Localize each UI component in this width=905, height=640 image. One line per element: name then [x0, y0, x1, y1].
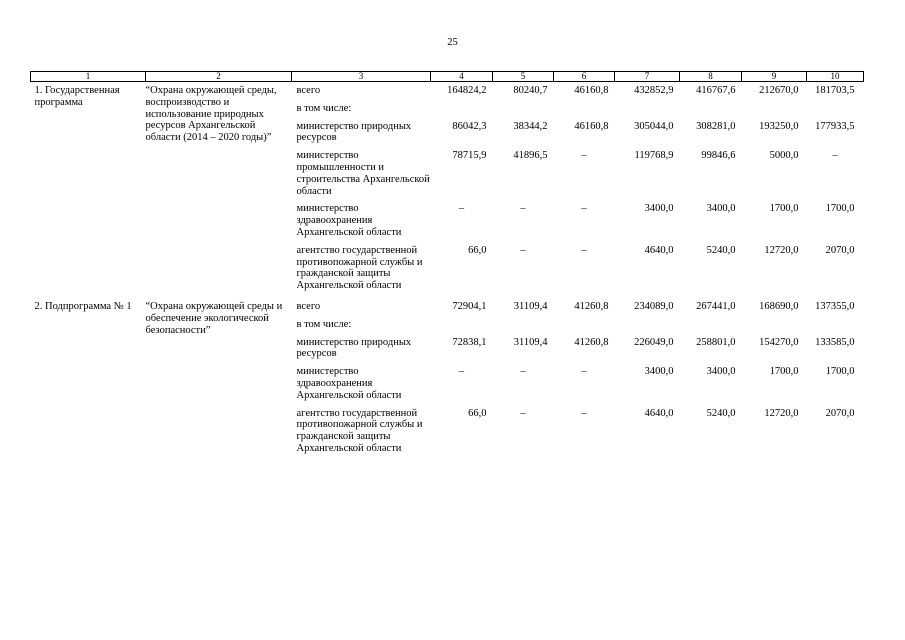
amount-cell-col-6 — [554, 103, 615, 121]
amount-cell-col-7: 234089,0 — [634, 300, 674, 312]
funding-source-label: агентство государственной противопожарной службы и гражданской защиты Архангельской области — [296, 407, 423, 454]
amount-cell-col-5 — [493, 319, 554, 337]
amount-cell-col-8: 99846,6 — [701, 150, 736, 162]
column-header: 1 — [31, 72, 146, 82]
amount-cell-col-6: 41260,8 — [574, 300, 609, 312]
amount-cell-col-4: 72904,1 — [452, 300, 487, 312]
column-header: 6 — [554, 72, 615, 82]
amount-cell-col-4: – — [458, 203, 465, 215]
table-row — [31, 298, 864, 319]
amount-cell-col-4: 78715,9 — [452, 150, 487, 162]
column-number-row — [31, 72, 864, 82]
amount-cell-col-8 — [680, 319, 742, 337]
amount-cell-col-9: 1700,0 — [769, 203, 799, 215]
amount-cell-col-8: 3400,0 — [706, 203, 736, 215]
amount-cell-col-8: 5240,0 — [706, 244, 736, 256]
amount-cell-col-6: 46160,8 — [574, 85, 609, 96]
amount-cell-col-6: – — [581, 366, 587, 378]
amount-cell-col-4: 164824,2 — [447, 85, 487, 96]
amount-cell-col-10: 1700,0 — [825, 203, 855, 215]
amount-cell-col-9: 168690,0 — [759, 300, 799, 312]
amount-cell-col-9 — [742, 319, 807, 337]
amount-cell-col-9: 5000,0 — [769, 150, 799, 162]
amount-cell-col-10 — [807, 319, 864, 337]
program-name: 2. Подпрограмма № 1 — [34, 300, 132, 312]
amount-cell-col-8: 258801,0 — [696, 336, 736, 348]
table-body — [31, 82, 864, 461]
column-header: 7 — [615, 72, 680, 82]
amount-cell-col-10 — [807, 103, 864, 121]
funding-source-label: в том числе: — [296, 318, 352, 330]
amount-cell-col-6: 46160,8 — [574, 120, 609, 132]
amount-cell-col-4: – — [458, 366, 465, 378]
program-title: “Охрана окружающей среды, воспроизводство и использование природных ресурсов Архангельской области (2014 – 2020 годы)” — [145, 85, 277, 144]
program-name: 1. Государственная программа — [34, 85, 120, 108]
amount-cell-col-5: 31109,4 — [513, 300, 548, 312]
amount-cell-col-4: 66,0 — [468, 244, 487, 256]
amount-cell-col-8 — [680, 103, 742, 121]
amount-cell-col-7: 4640,0 — [644, 244, 674, 256]
amount-cell-col-10: 2070,0 — [825, 244, 855, 256]
amount-cell-col-4: 66,0 — [468, 407, 487, 419]
amount-cell-col-10: – — [832, 150, 838, 162]
amount-cell-col-9: 1700,0 — [769, 366, 799, 378]
amount-cell-col-10: 2070,0 — [825, 407, 855, 419]
amount-cell-col-7 — [615, 319, 680, 337]
amount-cell-col-6: – — [581, 407, 587, 419]
amount-cell-col-7: 4640,0 — [644, 407, 674, 419]
amount-cell-col-8: 3400,0 — [706, 366, 736, 378]
amount-cell-col-8: 416767,6 — [696, 85, 736, 96]
amount-cell-col-9: 154270,0 — [759, 336, 799, 348]
funding-source-label: всего — [296, 300, 321, 312]
funding-source-label: всего — [296, 85, 321, 96]
amount-cell-col-5: 41896,5 — [513, 150, 548, 162]
column-header: 3 — [292, 72, 431, 82]
column-header: 10 — [807, 72, 864, 82]
column-header: 2 — [146, 72, 292, 82]
amount-cell-col-4: 86042,3 — [452, 120, 487, 132]
amount-cell-col-9: 193250,0 — [759, 120, 799, 132]
amount-cell-col-9: 12720,0 — [764, 407, 799, 419]
column-header: 9 — [742, 72, 807, 82]
amount-cell-col-6 — [554, 319, 615, 337]
amount-cell-col-7: 3400,0 — [644, 366, 674, 378]
amount-cell-col-7: 432852,9 — [634, 85, 674, 96]
funding-source-label: министерство природных ресурсов — [296, 120, 412, 144]
funding-source-label: в том числе: — [296, 102, 352, 114]
amount-cell-col-5: – — [520, 407, 526, 419]
amount-cell-col-10: 177933,5 — [815, 120, 855, 132]
amount-cell-col-9: 12720,0 — [764, 244, 799, 256]
amount-cell-col-10: 181703,5 — [815, 85, 855, 96]
funding-source-label: агентство государственной противопожарной службы и гражданской защиты Архангельской области — [296, 244, 423, 292]
funding-source-label: министерство промышленности и строительства Архангельской области — [296, 150, 430, 197]
amount-cell-col-7: 305044,0 — [634, 120, 674, 132]
amount-cell-col-6: – — [581, 203, 587, 215]
amount-cell-col-8: 5240,0 — [706, 407, 736, 419]
amount-cell-col-10: 137355,0 — [815, 300, 855, 312]
column-header: 4 — [431, 72, 493, 82]
amount-cell-col-6: 41260,8 — [574, 336, 609, 348]
amount-cell-col-5: 80240,7 — [513, 85, 548, 96]
amount-cell-col-4 — [431, 103, 493, 121]
amount-cell-col-5 — [493, 103, 554, 121]
page-number: 25 — [447, 37, 458, 48]
amount-cell-col-4: 72838,1 — [452, 336, 487, 348]
amount-cell-col-8: 267441,0 — [696, 300, 736, 312]
amount-cell-col-7 — [615, 103, 680, 121]
table-row — [31, 82, 864, 103]
funding-source-label: министерство здравоохранения Архангельской области — [296, 366, 402, 401]
amount-cell-col-5: – — [520, 203, 526, 215]
funding-source-label: министерство здравоохранения Архангельской области — [296, 203, 402, 238]
amount-cell-col-4 — [431, 319, 493, 337]
amount-cell-col-10: 1700,0 — [825, 366, 855, 378]
amount-cell-col-7: 3400,0 — [644, 203, 674, 215]
amount-cell-col-5: – — [520, 366, 526, 378]
column-header: 5 — [493, 72, 554, 82]
amount-cell-col-9 — [742, 103, 807, 121]
amount-cell-col-6: – — [581, 150, 587, 162]
amount-cell-col-7: 226049,0 — [634, 336, 674, 348]
amount-cell-col-5: 38344,2 — [513, 120, 548, 132]
amount-cell-col-5: 31109,4 — [513, 336, 548, 348]
funding-source-label: министерство природных ресурсов — [296, 336, 412, 360]
amount-cell-col-8: 308281,0 — [696, 120, 736, 132]
amount-cell-col-6: – — [581, 244, 587, 256]
amount-cell-col-9: 212670,0 — [759, 85, 799, 96]
amount-cell-col-7: 119768,9 — [634, 150, 674, 162]
program-title: “Охрана окружающей среды и обеспечение экологической безопасности” — [145, 300, 283, 336]
amount-cell-col-5: – — [520, 244, 526, 256]
column-header: 8 — [680, 72, 742, 82]
budget-table — [30, 71, 864, 461]
amount-cell-col-10: 133585,0 — [815, 336, 855, 348]
